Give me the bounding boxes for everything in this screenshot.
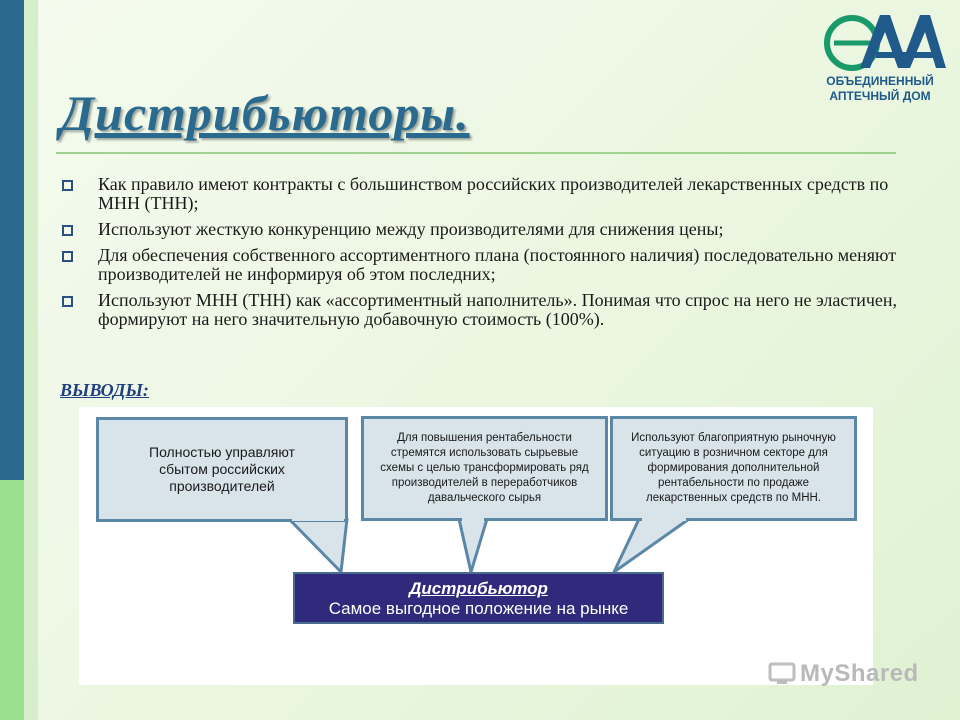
bullet-text: Для обеспечения собственного ассортиментного плана (постоянного наличия) последовательно меняют производителей не информируя об этом последних; (98, 245, 897, 284)
logo-line-1: ОБЪЕДИНЕННЫЙ (826, 74, 934, 88)
distributor-box (293, 572, 664, 624)
watermark (800, 660, 919, 688)
bullet-text: Используют жесткую конкуренцию между производителями для снижения цены; (98, 219, 724, 239)
bullet-text: Как правило имеют контракты с большинством российских производителей лекарственных средств по МНН (ТНН); (98, 174, 889, 213)
watermark-text: MyShared (800, 660, 919, 687)
left-accent-bar-green (0, 480, 24, 720)
bullet-text: Используют МНН (ТНН) как «ассортиментный наполнитель». Понимая что спрос на него не эластичен, формируют на него значительную добавочную стоимость (100%). (98, 290, 897, 329)
callout-left-text: Полностью управляют сбытом российских производителей (149, 444, 295, 494)
callout-right-text: Используют благоприятную рыночную ситуацию в розничном секторе для формирования дополнительной рентабельности по продаже лекарственных средств по МНН. (631, 432, 836, 504)
bullet-item (60, 220, 900, 239)
left-accent-bar-light (24, 0, 38, 720)
distributor-subtitle: Самое выгодное положение на рынке (328, 599, 629, 618)
bullet-list (60, 175, 900, 336)
page-title: Дистрибьюторы. (60, 85, 470, 141)
logo-caption (812, 74, 948, 104)
callout-box-left (96, 417, 348, 522)
bullet-square-icon (62, 251, 73, 262)
callout-middle-text: Для повышения рентабельности стремятся использовать сырьевые схемы с целью трансформировать ряд производителей в переработчиков давальческого сырья (380, 432, 589, 504)
callout-box-middle (361, 416, 608, 521)
title-divider (56, 152, 896, 154)
left-accent-bar-blue (0, 0, 24, 480)
watermark-icon (768, 660, 798, 686)
distributor-title: Дистрибьютор (409, 579, 548, 598)
bullet-square-icon (62, 180, 73, 191)
distributor-diagram (79, 407, 873, 685)
bullet-square-icon (62, 296, 73, 307)
bullet-item (60, 175, 900, 213)
conclusion-heading: ВЫВОДЫ: (60, 380, 149, 400)
callout-box-right (610, 416, 857, 521)
bullet-item (60, 291, 900, 329)
logo-line-2: АПТЕЧНЫЙ ДОМ (829, 89, 931, 103)
bullet-square-icon (62, 225, 73, 236)
bullet-item (60, 246, 900, 284)
